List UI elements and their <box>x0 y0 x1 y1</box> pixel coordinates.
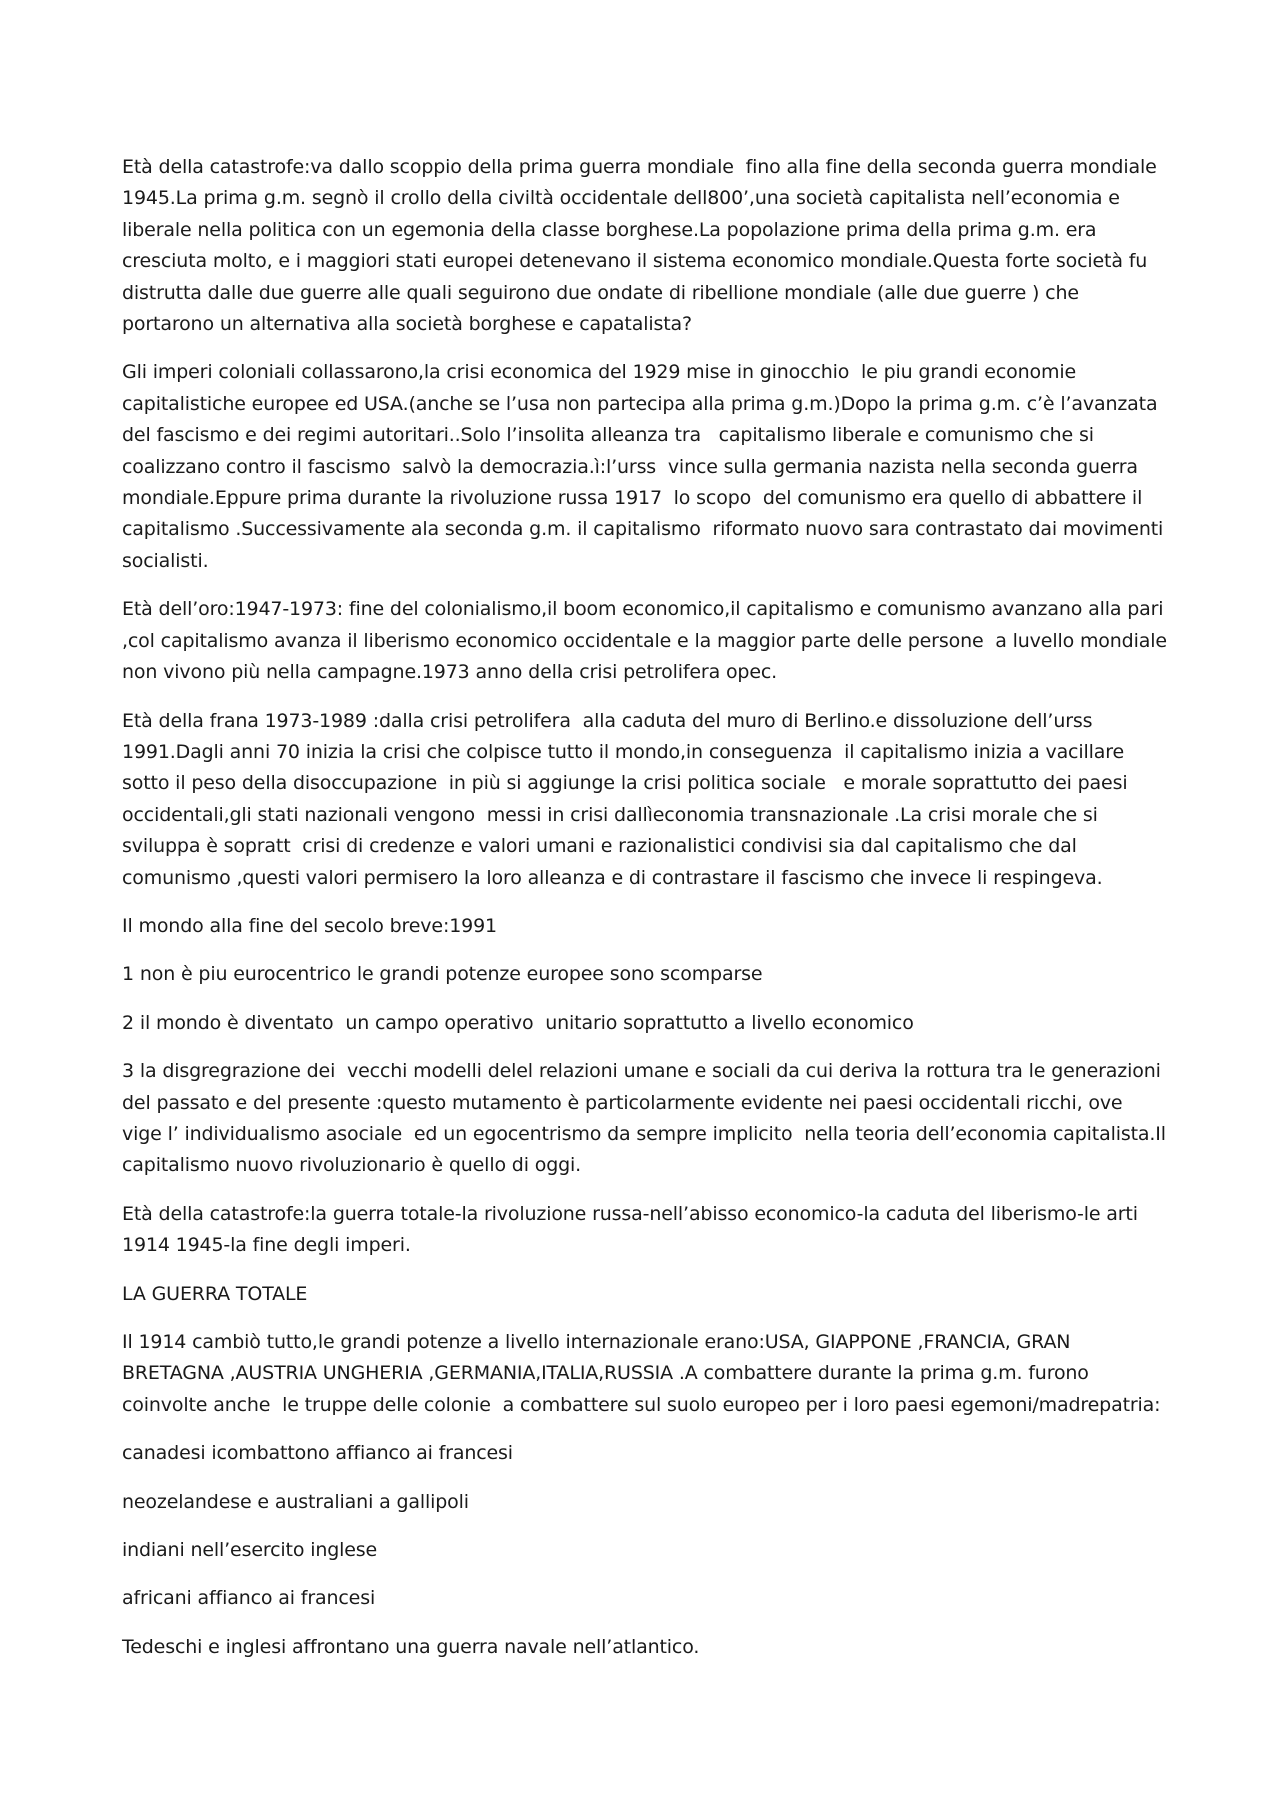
paragraph-eta-oro: Età dell’oro:1947-1973: fine del colonialismo,il boom economico,il capitalismo e comunismo avanzano alla pari ,col capitalismo avanza il liberismo economico occidentale e la maggior parte delle persone a luvello mondiale non vivono più nella campagne.1973 anno della crisi petrolifera opec. <box>122 598 1173 684</box>
paragraph-eta-catastrofe: Età della catastrofe:va dallo scoppio della prima guerra mondiale fino alla fine della seconda guerra mondiale 1945.La prima g.m. segnò il crollo della civiltà occidentale dell800’,una società capitalista nell’economia e liberale nella politica con un egemonia della classe borghese.La popolazione prima della prima g.m. era cresciuta molto, e i maggiori stati europei detenevano il sistema economico mondiale.Questa forte società fu distrutta dalle due guerre alle quali seguirono due ondate di ribellione mondiale (alle due guerre ) che portarono un alternativa alla società borghese e capatalista? <box>122 156 1163 336</box>
list-item-canadesi: canadesi icombattono affianco ai francesi <box>122 1442 513 1465</box>
list-item-indiani: indiani nell’esercito inglese <box>122 1539 378 1562</box>
paragraph-guerra-navale: Tedeschi e inglesi affrontano una guerra navale nell’atlantico. <box>122 1635 700 1658</box>
paragraph-imperi-coloniali: Gli imperi coloniali collassarono,la crisi economica del 1929 mise in ginocchio le piu grandi economie capitalistiche europee ed USA.(anche se l’usa non partecipa alla prima g.m.)Dopo la prima g.m. c’è l’avanzata del fascismo e dei regimi autoritari..Solo l’insolita alleanza tra capitalismo liberale e comunismo che si coalizzano contro il fascismo salvò la democrazia.ì:l’urss vince sulla germania nazista nella seconda guerra mondiale.Eppure prima durante la rivoluzione russa 1917 lo scopo del comunismo era quello di abbattere il capitalismo .Successivamente ala seconda g.m. il capitalismo riformato nuovo sara contrastato dai movimenti socialisti. <box>122 361 1170 572</box>
document-body <box>122 152 1173 1680</box>
list-item-1: 1 non è piu eurocentrico le grandi potenze europee sono scomparse <box>122 963 763 986</box>
paragraph-eta-catastrofe-indice: Età della catastrofe:la guerra totale-la rivoluzione russa-nell’abisso economico-la caduta del liberismo-le arti 1914 1945-la fine degli imperi. <box>122 1202 1144 1257</box>
list-item-neozelandesi: neozelandese e australiani a gallipoli <box>122 1490 469 1513</box>
paragraph-eta-frana: Età della frana 1973-1989 :dalla crisi petrolifera alla caduta del muro di Berlino.e dissoluzione dell’urss 1991.Dagli anni 70 inizia la crisi che colpisce tutto il mondo,in conseguenza il capitalismo inizia a vacillare sotto il peso della disoccupazione in più si aggiunge la crisi politica sociale e morale soprattutto dei paesi occidentali,gli stati nazionali vengono messi in crisi dallìeconomia transnazionale .La crisi morale che si sviluppa è sopratt crisi di credenze e valori umani e razionalistici condivisi sia dal capitalismo che dal comunismo ,questi valori permisero la loro alleanza e di contrastare il fascismo che invece li respingeva. <box>122 709 1134 889</box>
paragraph-1914: Il 1914 cambiò tutto,le grandi potenze a livello internazionale erano:USA, GIAPPONE ,FRANCIA, GRAN BRETAGNA ,AUSTRIA UNGHERIA ,GERMANIA,ITALIA,RUSSIA .A combattere durante la prima g.m. furono coinvolte anche le truppe delle colonie a combattere sul suolo europeo per i loro paesi egemoni/madrepatria: <box>122 1331 1161 1416</box>
paragraph-mondo-fine-secolo: Il mondo alla fine del secolo breve:1991 <box>122 914 497 937</box>
section-heading-guerra-totale: LA GUERRA TOTALE <box>122 1282 308 1305</box>
list-item-2: 2 il mondo è diventato un campo operativo unitario soprattutto a livello economico <box>122 1011 914 1034</box>
list-item-africani: africani affianco ai francesi <box>122 1587 376 1610</box>
list-item-3: 3 la disgregrazione dei vecchi modelli delel relazioni umane e sociali da cui deriva la rottura tra le generazioni del passato e del presente :questo mutamento è particolarmente evidente nei paesi occidentali ricchi, ove vige l’ individualismo asociale ed un egocentrismo da sempre implicito nella teoria dell’economia capitalista.Il capitalismo nuovo rivoluzionario è quello di oggi. <box>122 1060 1172 1177</box>
